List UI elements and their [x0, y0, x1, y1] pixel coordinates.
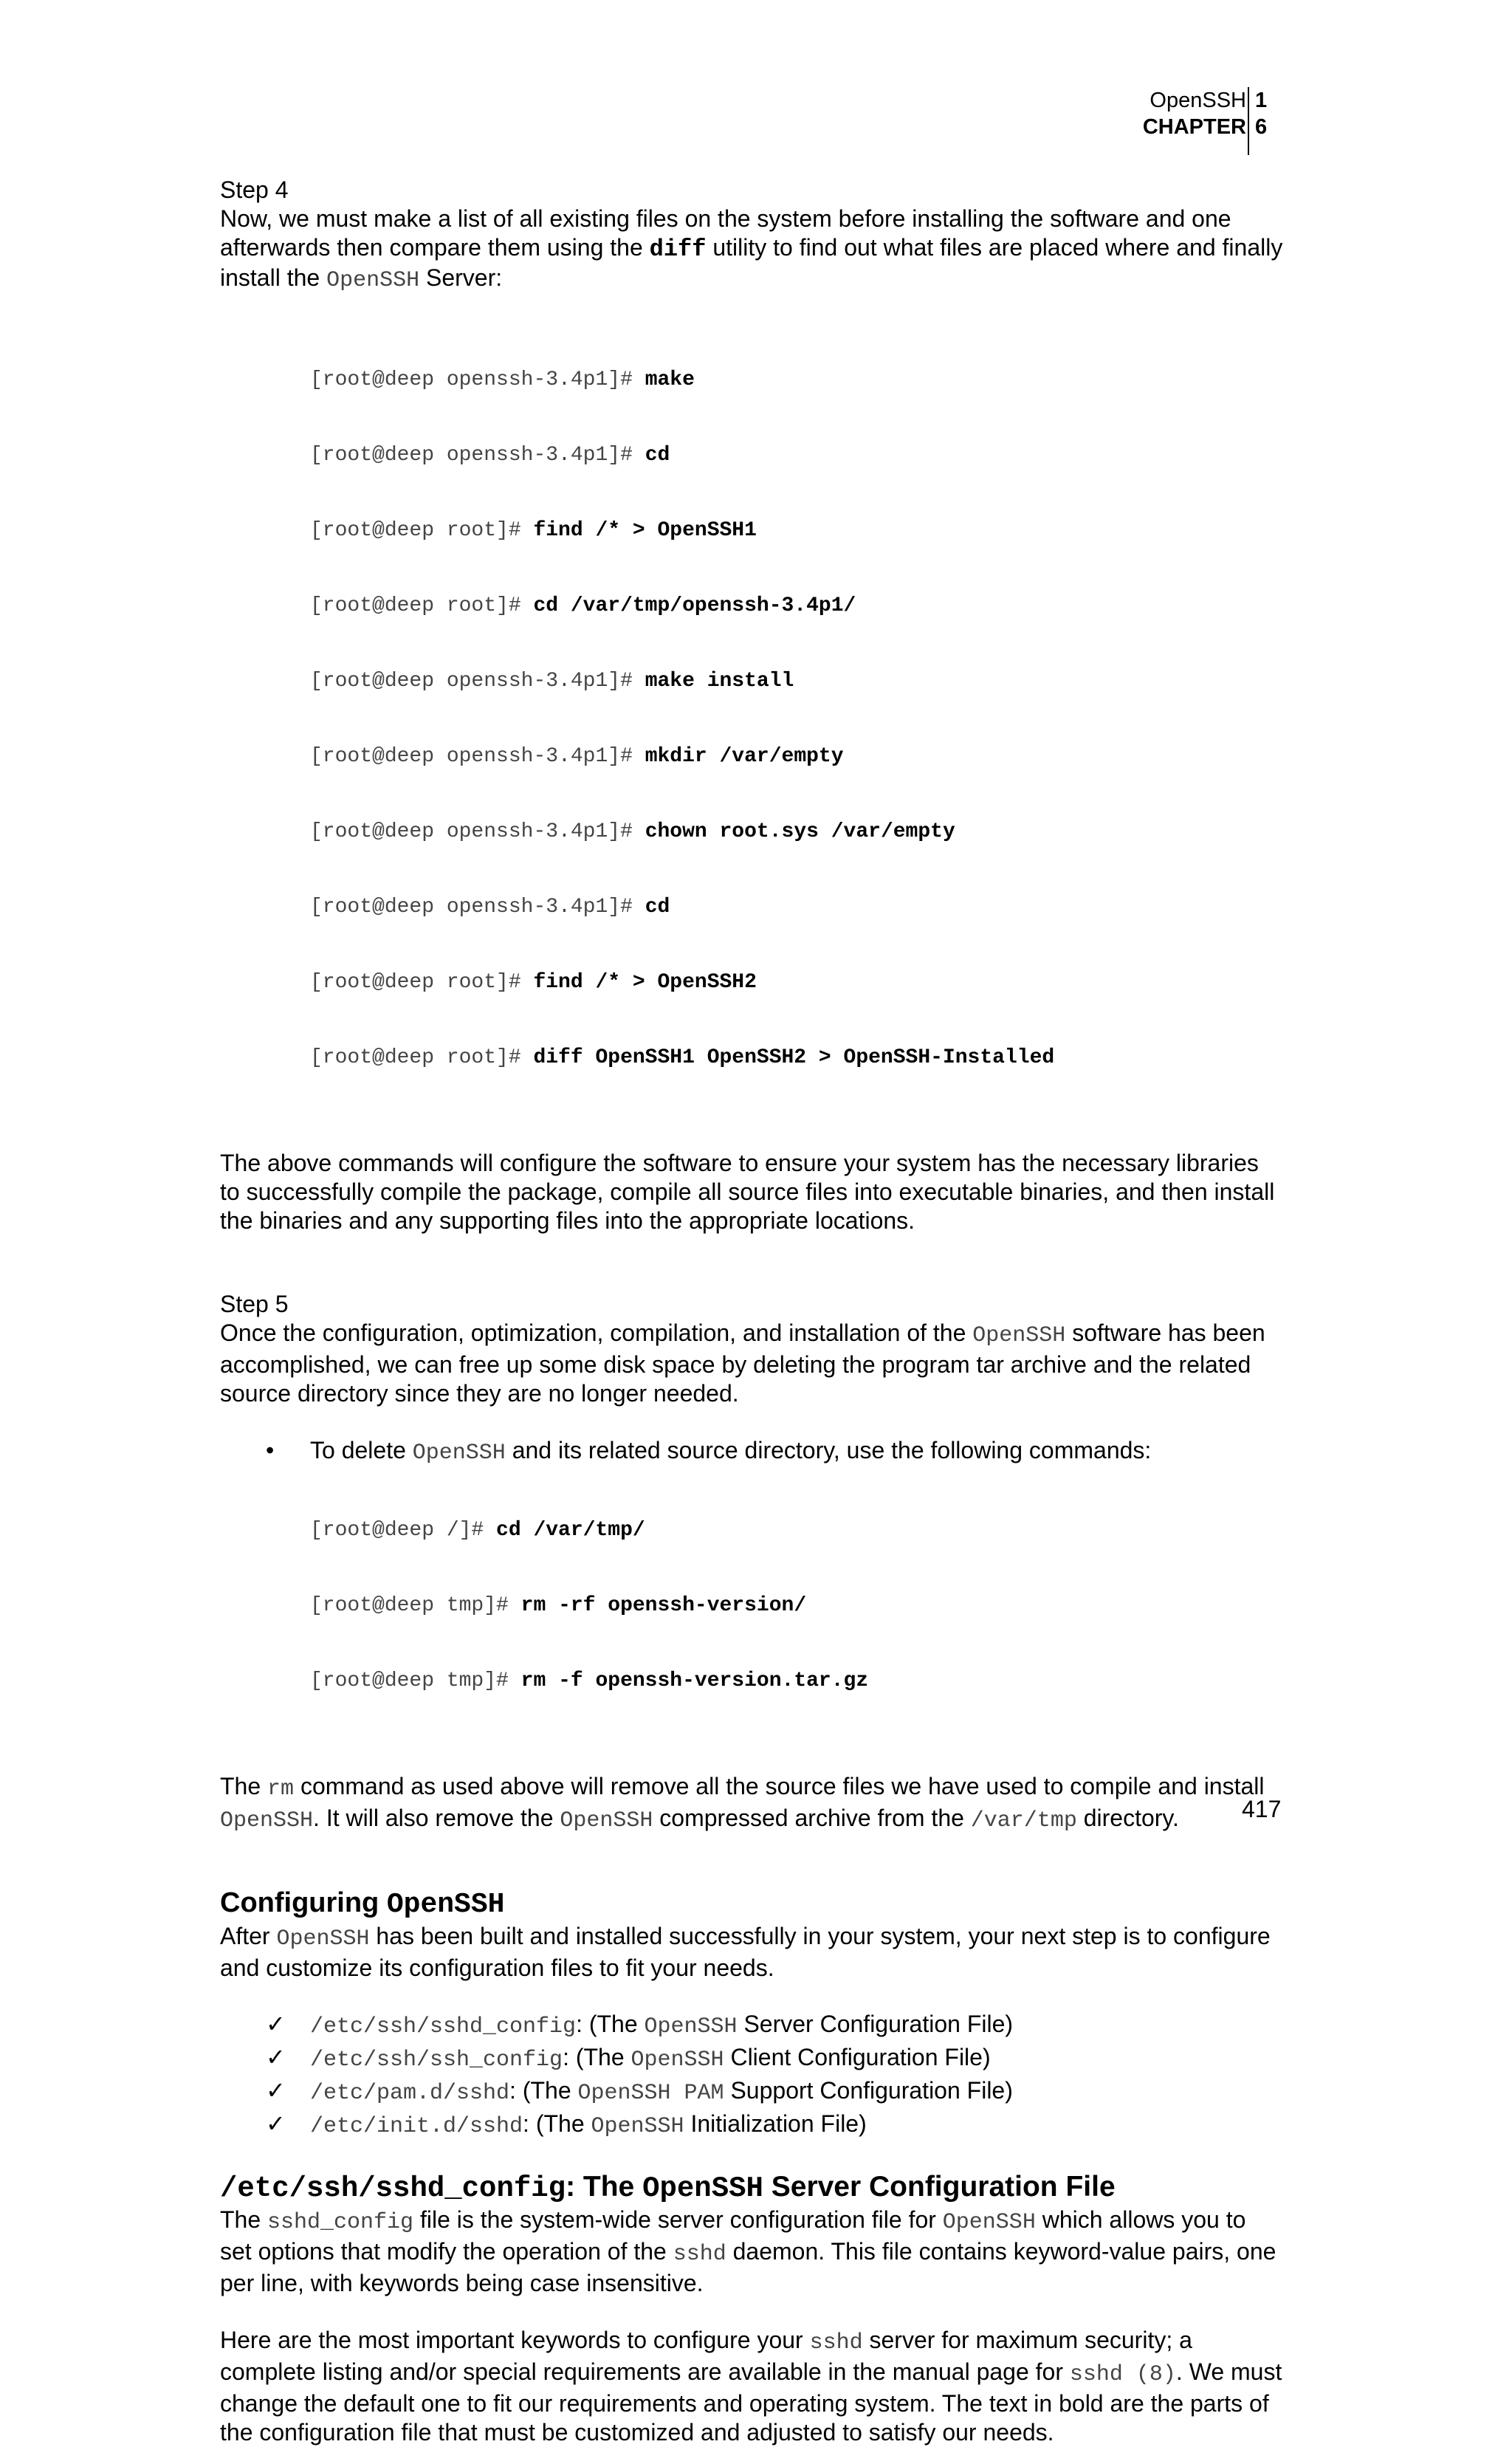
sshd-config-paragraph-2: Here are the most important keywords to configure your sshd server for maximum security; a complete listing and/or special requirements are available in the manual page for sshd (8). We must change the default one to fit our requirements and operating system. The text in bold are the parts of the configuration file that must be customized and adjusted to satisfy our needs.: [220, 2327, 1282, 2446]
code-line: [root@deep tmp]# rm -f openssh-version.tar.gz: [310, 1669, 869, 1692]
code-line: [root@deep root]# diff OpenSSH1 OpenSSH2 > OpenSSH-Installed: [310, 1046, 1055, 1069]
step5-bullet: [220, 1436, 1283, 1468]
step4-paragraph: Now, we must make a list of all existing files on the system before installing the software and one afterwards then compare them using the diff utility to find out what files are placed where and finally install the OpenSSH Server:: [220, 205, 1283, 293]
step5-paragraph: Once the configuration, optimization, compilation, and installation of the OpenSSH software has been accomplished, we can free up some disk space by deleting the program tar archive and the related source directory since they are no longer needed.: [220, 1319, 1265, 1407]
code-line: [root@deep openssh-3.4p1]# make: [310, 368, 695, 391]
sshd-config-heading: /etc/ssh/sshd_config: The OpenSSH Server Configuration File: [220, 2171, 1116, 2205]
step4-code-block: [310, 318, 1283, 1121]
checkmark-icon: ✓: [266, 2110, 286, 2137]
step5-bullet-text: To delete OpenSSH and its related source directory, use the following commands:: [310, 1437, 1152, 1466]
header-divider: [1248, 87, 1249, 155]
checkmark-icon: ✓: [266, 2011, 286, 2037]
step5-label: Step 5: [220, 1291, 289, 1317]
code-line: [root@deep openssh-3.4p1]# cd: [310, 444, 670, 467]
code-line: [root@deep root]# cd /var/tmp/openssh-3.4p1/: [310, 594, 856, 617]
step4-label: Step 4: [220, 176, 289, 203]
sshd-config-paragraph-1: The sshd_config file is the system-wide server configuration file for OpenSSH which allows you to set options that modify the operation of the sshd daemon. This file contains keyword-value pairs, one per line, with keywords being case insensitive.: [220, 2206, 1276, 2296]
checkmark-icon: ✓: [266, 2077, 286, 2104]
code-line: [root@deep openssh-3.4p1]# cd: [310, 896, 670, 919]
step5-code-block: [310, 1468, 1283, 1744]
code-line: [root@deep root]# find /* > OpenSSH2: [310, 971, 757, 994]
config-file-list: [266, 2009, 1283, 2142]
code-line: [root@deep openssh-3.4p1]# chown root.sys /var/empty: [310, 820, 955, 843]
list-item: ✓ /etc/pam.d/sshd: (The OpenSSH PAM Support Configuration File): [266, 2076, 1283, 2109]
header-num-2: 6: [1255, 115, 1268, 139]
list-item: ✓ /etc/ssh/ssh_config: (The OpenSSH Client Configuration File): [266, 2042, 1283, 2076]
code-line: [root@deep openssh-3.4p1]# mkdir /var/empty: [310, 745, 844, 768]
code-line: [root@deep root]# find /* > OpenSSH1: [310, 519, 757, 542]
list-item: ✓ /etc/ssh/sshd_config: (The OpenSSH Server Configuration File): [266, 2009, 1283, 2042]
page-content: [220, 176, 1283, 2447]
header-title: OpenSSH: [1150, 89, 1246, 112]
header-chapter: CHAPTER: [1142, 115, 1246, 139]
list-item: ✓ /etc/init.d/sshd: (The OpenSSH Initialization File): [266, 2109, 1283, 2142]
step4-summary: The above commands will configure the software to ensure your system has the necessary libraries to successfully compile the package, compile all source files into executable binaries, and then install the binaries and any supporting files into the appropriate locations.: [220, 1150, 1275, 1234]
code-line: [root@deep /]# cd /var/tmp/: [310, 1519, 645, 1542]
code-line: [root@deep openssh-3.4p1]# make install: [310, 670, 794, 693]
code-line: [root@deep tmp]# rm -rf openssh-version/: [310, 1594, 807, 1617]
page-number: 417: [1242, 1796, 1282, 1822]
configuring-heading: Configuring OpenSSH: [220, 1887, 505, 1921]
header-num-1: 1: [1255, 89, 1268, 112]
step5-summary: The rm command as used above will remove all the source files we have used to compile and install OpenSSH. It will also remove the OpenSSH compressed archive from the /var/tmp directory.: [220, 1773, 1265, 1833]
checkmark-icon: ✓: [266, 2044, 286, 2070]
bullet-dot-icon: •: [266, 1437, 275, 1463]
configuring-paragraph: After OpenSSH has been built and installed successfully in your system, your next step is to configure and customize its configuration files to fit your needs.: [220, 1923, 1271, 1981]
